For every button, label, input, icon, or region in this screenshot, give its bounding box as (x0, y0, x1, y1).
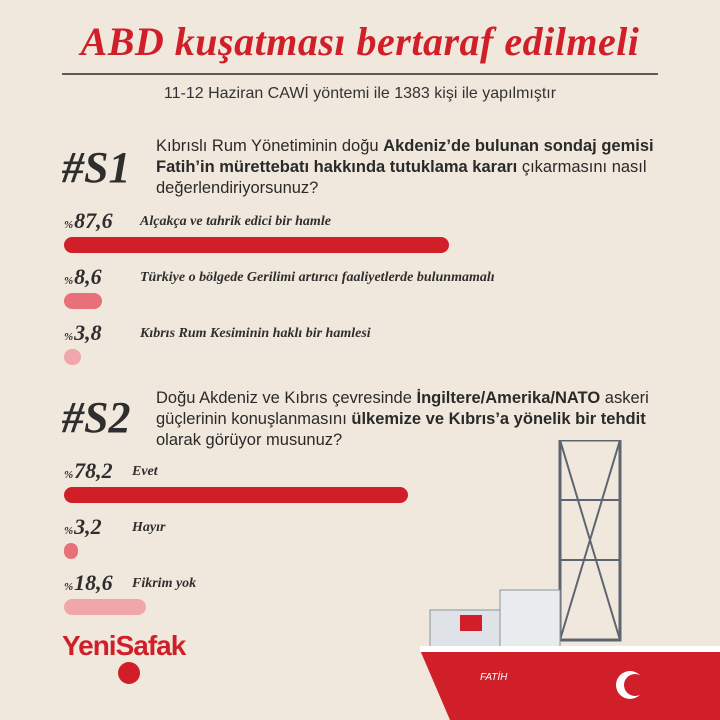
question-1-number: #S1 (62, 143, 131, 192)
page-subtitle: 11-12 Haziran CAWİ yöntemi ile 1383 kişi ile yapılmıştır (163, 85, 557, 102)
question-1-text: Kıbrıslı Rum Yönetiminin doğu Akdeniz’de bulunan sondaj gemisi Fatih’in mürettebatı hakkında tutuklama kararı çıkarmasını nasıl değerlendiriyorsunuz? (156, 137, 654, 197)
value-label: %18,6 (64, 570, 113, 595)
yenisafak-logo: YeniSafak (62, 630, 186, 661)
category-label: Kıbrıs Rum Kesiminin haklı bir hamlesi (140, 326, 371, 341)
title-divider (62, 73, 658, 75)
ship-hull (420, 650, 720, 720)
value-label: %3,8 (64, 320, 102, 345)
drill-ship-illustration (420, 440, 720, 720)
value-label: %78,2 (64, 458, 113, 483)
value-label: %8,6 (64, 264, 102, 289)
bar (64, 293, 102, 309)
camera-icon (118, 662, 140, 684)
ship-deck-house (500, 590, 560, 650)
value-label: %3,2 (64, 514, 102, 539)
ship-name: FATİH (480, 672, 508, 683)
category-label: Evet (132, 464, 158, 479)
bar (64, 349, 81, 365)
bar (64, 487, 408, 503)
category-label: Hayır (132, 520, 166, 535)
page-title: ABD kuşatması bertaraf edilmeli (80, 19, 640, 64)
category-label: Fikrim yok (132, 576, 197, 591)
bar (64, 599, 146, 615)
bar (64, 237, 449, 253)
value-label: %87,6 (64, 208, 113, 233)
category-label: Türkiye o bölgede Gerilimi artırıcı faaliyetlerde bulunmamalı (140, 270, 495, 285)
question-2-text: Doğu Akdeniz ve Kıbrıs çevresinde İngiltere/Amerika/NATO askeri güçlerinin konuşlanmasını ülkemize ve Kıbrıs’a yönelik bir tehdit olarak görüyor musunuz? (156, 389, 649, 449)
question-2-number: #S2 (62, 393, 131, 442)
category-label: Alçakça ve tahrik edici bir hamle (140, 214, 331, 229)
bar (64, 543, 78, 559)
turkish-flag-small (460, 615, 482, 631)
